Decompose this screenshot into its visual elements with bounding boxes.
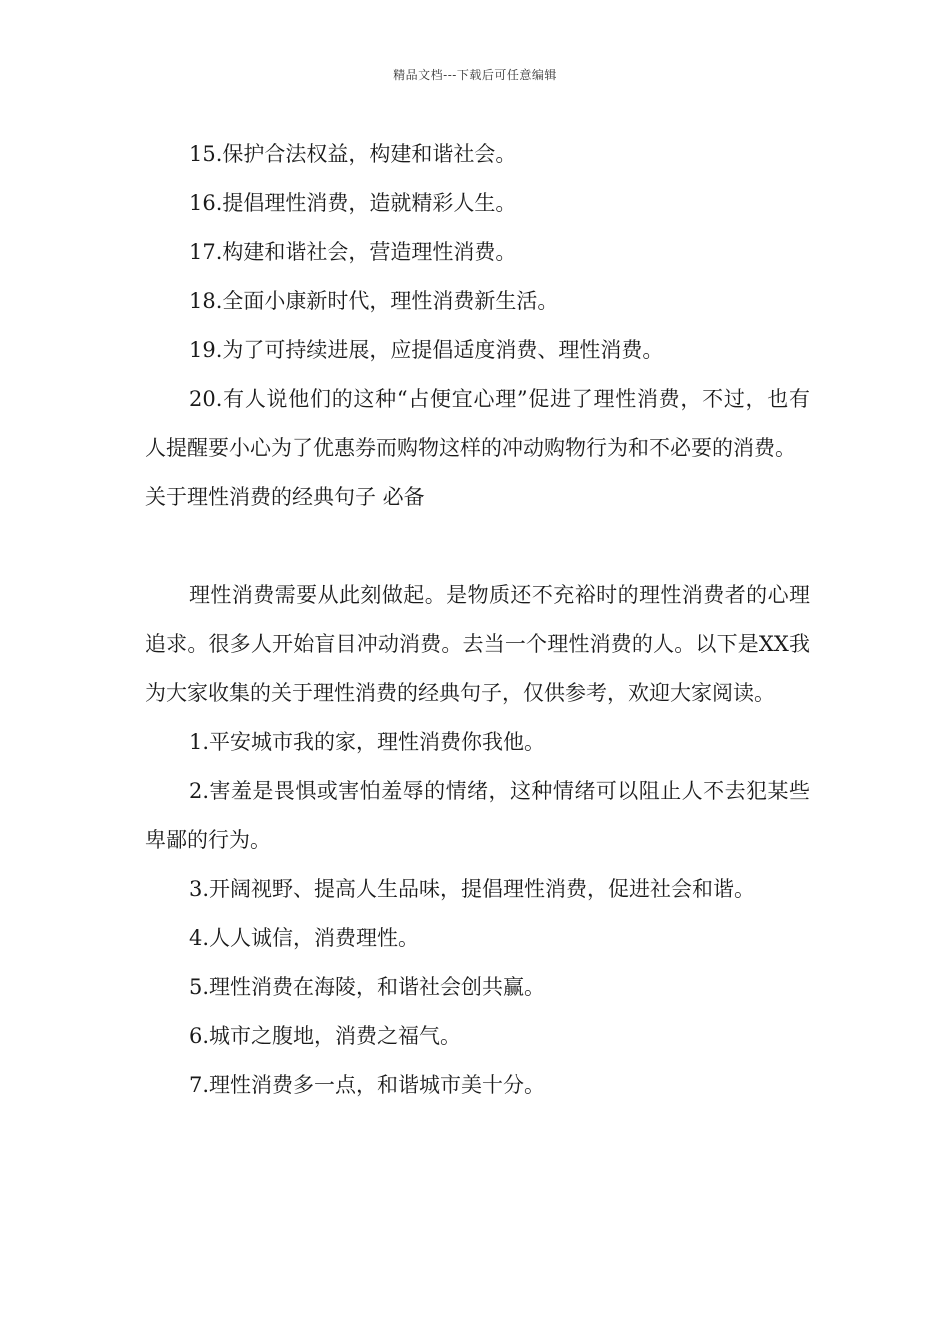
list-item: 15.保护合法权益，构建和谐社会。 [189, 142, 517, 166]
list-item: 19.为了可持续进展，应提倡适度消费、理性消费。 [189, 338, 664, 362]
list-item: 3.开阔视野、提高人生品味，提倡理性消费，促进社会和谐。 [189, 877, 756, 901]
list-item: 6.城市之腹地，消费之福气。 [189, 1024, 462, 1048]
list-item: 2.害羞是畏惧或害怕羞辱的情绪，这种情绪可以阻止人不去犯某些卑鄙的行为。 [145, 779, 810, 852]
list-item: 5.理性消费在海陵，和谐社会创共赢。 [189, 975, 546, 999]
intro-paragraph: 理性消费需要从此刻做起。是物质还不充裕时的理性消费者的心理追求。很多人开始盲目冲动消费。去当一个理性消费的人。以下是XX我为大家收集的关于理性消费的经典句子，仅供参考，欢迎大家阅读。 [145, 583, 810, 705]
list-item: 4.人人诚信，消费理性。 [189, 926, 420, 950]
page-header: 精品文档---下载后可任意编辑 [393, 68, 557, 82]
list-item: 20.有人说他们的这种“占便宜心理”促进了理性消费，不过，也有人提醒要小心为了优惠券而购物这样的冲动购物行为和不必要的消费。 [145, 387, 810, 460]
section-heading: 关于理性消费的经典句子 必备 [145, 485, 425, 509]
list-item: 17.构建和谐社会，营造理性消费。 [189, 240, 517, 264]
list-item: 7.理性消费多一点，和谐城市美十分。 [189, 1073, 546, 1097]
list-item: 1.平安城市我的家，理性消费你我他。 [189, 730, 546, 754]
document-body [145, 130, 810, 1110]
blank-line [145, 522, 810, 571]
list-item: 16.提倡理性消费，造就精彩人生。 [189, 191, 517, 215]
list-item: 18.全面小康新时代，理性消费新生活。 [189, 289, 559, 313]
